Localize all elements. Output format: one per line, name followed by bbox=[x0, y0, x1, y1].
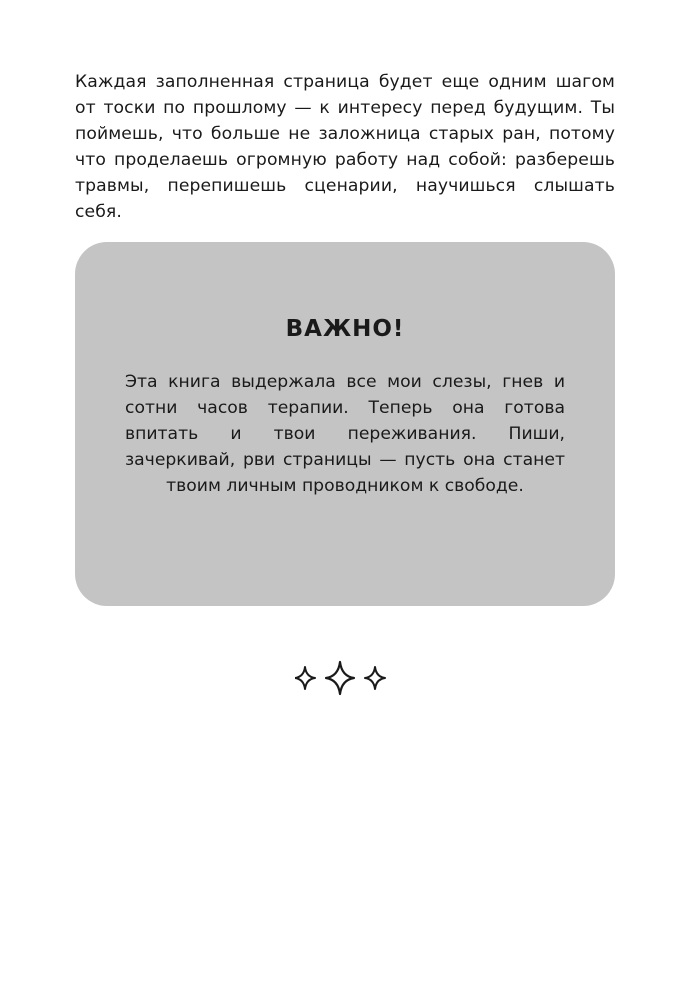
decorative-stars bbox=[0, 660, 690, 696]
sparkle-stars-icon bbox=[295, 660, 395, 696]
important-callout bbox=[75, 242, 615, 606]
intro-paragraph: Каждая заполненная страница будет еще одним шагом от тоски по прошлому — к интересу перед будущим. Ты поймешь, что больше не заложница старых ран, потому что проделаешь огромную работу над собой: разберешь травмы, перепишешь сценарии, научишься слышать себя. bbox=[75, 72, 615, 222]
callout-body: Эта книга выдержала все мои слезы, гнев и сотни часов терапии. Теперь она готова впитать и твои переживания. Пиши, зачеркивай, рви страницы — пусть она станет твоим личным проводником к свободе. bbox=[125, 372, 565, 496]
callout-title: ВАЖНО! bbox=[285, 316, 405, 342]
